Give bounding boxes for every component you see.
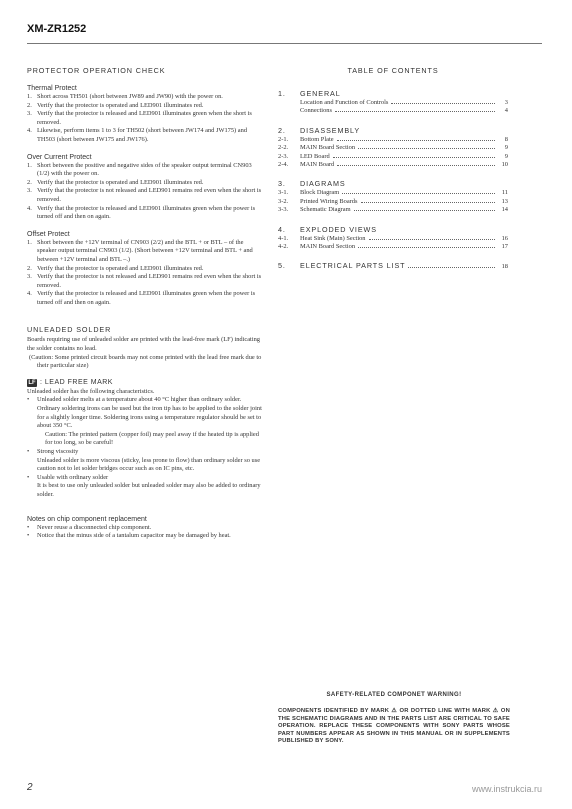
list-item <box>27 187 263 204</box>
list-item <box>27 474 263 500</box>
item-text: Short across TH501 (short between JW89 and JW90) with the power on. <box>37 93 223 100</box>
toc-section <box>278 126 508 170</box>
unleaded-chars-intro: Unleaded solder has the following characteristics. <box>27 387 155 395</box>
toc-leader-dots <box>354 210 495 211</box>
toc-entry <box>278 144 508 152</box>
left-column <box>27 66 263 541</box>
bullet-body: It is best to use only unleaded solder but unleaded solder may also be added to ordinary solder. <box>37 482 261 498</box>
toc-page-number: 13 <box>501 197 508 205</box>
thermal-list <box>27 93 263 145</box>
toc-entry-number: 2-3. <box>278 152 289 160</box>
bullet-note: Caution: The printed pattern (copper foil) may peel away if the heated tip is applied for too long, so be careful! <box>45 430 259 447</box>
unleaded-caution: (Caution: Some printed circuit boards may not come printed with the lead free mark due to their particular size) <box>29 353 262 370</box>
toc-entry-label: Block Diagram <box>300 189 340 197</box>
item-text: Verify that the protector is operated and LED901 illuminates red. <box>37 178 204 186</box>
lead-free-title: : LEAD FREE MARK <box>40 379 113 387</box>
item-number: 2. <box>27 264 32 272</box>
toc-entry-label: Bottom Plate <box>300 135 334 143</box>
item-text: Verify that the protector is operated and LED901 illuminates red. <box>37 264 204 272</box>
bullet-head: Usable with ordinary solder <box>37 473 109 481</box>
list-item <box>27 110 263 127</box>
list-item <box>27 524 263 533</box>
toc-section-title: ELECTRICAL PARTS LIST <box>300 261 406 271</box>
item-number: 1. <box>27 238 32 246</box>
toc-section-title: DISASSEMBLY <box>300 125 361 135</box>
item-number: 2. <box>27 101 32 109</box>
toc-section <box>278 89 508 116</box>
item-number: 2. <box>27 178 32 186</box>
safety-warning-title: SAFETY-RELATED COMPONET WARNING! <box>326 692 462 698</box>
toc-page-number: 11 <box>501 189 508 197</box>
toc-section-heading <box>278 126 508 135</box>
bullet-text: Notice that the minus side of a tantalum capacitor may be damaged by heat. <box>37 532 231 540</box>
item-number: 1. <box>27 93 32 100</box>
list-item <box>27 239 263 265</box>
lead-free-icon: LF <box>28 379 36 386</box>
toc-section-number: 4. <box>278 224 286 234</box>
toc-section-number: 2. <box>278 125 286 135</box>
toc-entry-label: MAIN Board Section <box>300 243 356 251</box>
unleaded-title: UNLEADED SOLDER <box>27 325 112 335</box>
toc-title: TABLE OF CONTENTS <box>347 66 439 75</box>
toc-leader-dots <box>391 103 495 104</box>
toc-page-number: 8 <box>504 135 508 143</box>
item-number: 3. <box>27 110 32 118</box>
toc-leader-dots <box>342 193 495 194</box>
offset-list <box>27 239 263 308</box>
bullet-body: Ordinary soldering irons can be used but the iron tip has to be applied to the solder joint for a slightly longer time. Soldering irons using a temperature regulator should be set to about 350 °C. <box>37 405 262 430</box>
header-rule <box>27 43 542 44</box>
bullet-body: Unleaded solder is more viscous (sticky, less prone to flow) than ordinary solder so use caution not to let solder bridges occur such as on IC pins, etc. <box>37 456 261 473</box>
item-text: Verify that the protector is not released and LED901 remains red even when the short is removed. <box>37 273 262 289</box>
bullet-head: Strong viscosity <box>37 448 79 455</box>
list-item <box>27 127 263 144</box>
toc-entry-label: Heat Sink (Main) Section <box>300 234 366 242</box>
bullet-icon: • <box>27 396 30 404</box>
toc-leader-dots <box>369 239 496 240</box>
item-number: 1. <box>27 161 32 169</box>
chip-bullets <box>27 524 263 541</box>
toc-page-number: 9 <box>504 152 508 160</box>
item-text: Verify that the protector is not released and LED901 remains red even when the short is removed. <box>37 187 262 203</box>
toc-leader-dots <box>358 247 495 248</box>
list-item <box>27 273 263 290</box>
unleaded-intro: Boards requiring use of unleaded solder are printed with the lead-free mark (LF) indicating the solder contains no lead. <box>27 336 260 353</box>
toc-entry-number: 2-2. <box>278 144 289 152</box>
protector-title: PROTECTOR OPERATION CHECK <box>27 66 166 75</box>
toc-entry-label: Location and Function of Controls <box>300 99 389 106</box>
toc-entry <box>278 198 508 206</box>
toc-entry <box>278 235 508 243</box>
overcurrent-title: Over Current Protect <box>27 153 92 161</box>
toc-leader-dots <box>333 157 495 158</box>
toc-entry-label: MAIN Board Section <box>300 144 356 152</box>
list-item <box>27 396 263 448</box>
item-number: 3. <box>27 187 32 195</box>
bullet-icon: • <box>27 448 30 455</box>
toc-entry-label: MAIN Board <box>300 161 335 169</box>
item-number: 4. <box>27 204 32 212</box>
model-title: XM-ZR1252 <box>27 23 87 35</box>
list-item <box>27 205 263 222</box>
list-item <box>27 448 263 474</box>
toc-entry <box>278 189 508 197</box>
toc-entry-number: 2-4. <box>278 161 289 169</box>
toc-section-heading <box>278 179 508 188</box>
toc-page-number: 9 <box>504 144 508 152</box>
item-text: Verify that the protector is operated and LED901 illuminates red. <box>37 101 204 109</box>
toc-entry-number: 3-3. <box>278 206 289 214</box>
item-text: Verify that the protector is released and LED901 illuminates green when the short is removed. <box>37 110 252 126</box>
toc-page-number: 17 <box>501 243 508 251</box>
toc-leader-dots <box>337 165 495 166</box>
list-item <box>27 532 263 541</box>
offset-title: Offset Protect <box>27 230 70 238</box>
bullet-icon: • <box>27 532 30 540</box>
toc-leader-dots <box>361 202 496 203</box>
toc-entry-number: 3-1. <box>278 189 289 197</box>
toc-entry <box>278 136 508 144</box>
toc-section <box>278 225 508 252</box>
toc-page-number: 14 <box>501 206 508 214</box>
toc-page-number: 18 <box>501 263 508 271</box>
toc-section-number: 1. <box>278 89 286 98</box>
toc-section-title: GENERAL <box>300 89 341 98</box>
list-item <box>27 290 263 307</box>
toc-section <box>278 179 508 214</box>
toc-page-number: 16 <box>501 234 508 242</box>
toc-entry <box>278 107 508 115</box>
item-number: 4. <box>27 127 32 135</box>
page-number: 2 <box>27 782 33 793</box>
thermal-title: Thermal Protect <box>27 85 77 92</box>
bullet-head: Unleaded solder melts at a temperature about 40 °C higher than ordinary solder. <box>37 396 242 404</box>
watermark: www.instrukcia.ru <box>471 784 542 794</box>
table-of-contents <box>278 66 508 280</box>
toc-entry-number: 3-2. <box>278 197 289 205</box>
toc-leader-dots <box>337 140 495 141</box>
bullet-icon: • <box>27 473 30 481</box>
toc-leader-dots <box>335 111 495 112</box>
toc-section-heading <box>278 261 508 270</box>
toc-section-heading <box>278 89 508 98</box>
toc-leader-dots <box>408 267 495 268</box>
toc-entry <box>278 206 508 214</box>
toc-page-number: 10 <box>501 161 508 169</box>
chip-title: Notes on chip component replacement <box>27 515 147 523</box>
toc-section <box>278 261 508 270</box>
toc-entry-number: 2-1. <box>278 135 289 143</box>
item-text: Verify that the protector is released and LED901 illuminates green when the power is turned off and then on again. <box>37 290 256 306</box>
list-item <box>27 179 263 188</box>
item-text: Verify that the protector is released and LED901 illuminates green when the power is turned off and then on again. <box>37 204 256 221</box>
toc-entry-label: Printed Wiring Boards <box>300 197 358 205</box>
safety-warning <box>278 692 510 746</box>
toc-page-number: 3 <box>504 99 508 106</box>
toc-section-heading <box>278 225 508 234</box>
toc-page-number: 4 <box>504 107 508 115</box>
toc-leader-dots <box>358 148 495 149</box>
toc-entry-number: 4-2. <box>278 243 289 251</box>
item-number: 3. <box>27 273 32 281</box>
toc-section-number: 3. <box>278 179 286 189</box>
bullet-text: Never reuse a disconnected chip component. <box>37 523 152 531</box>
toc-entry-label: Schematic Diagram <box>300 206 351 214</box>
item-text: Likewise, perform items 1 to 3 for TH502 (short between JW174 and JW175) and TH503 (short between JW175 and JW176). <box>37 127 248 143</box>
toc-entry-label: Connections <box>300 107 332 115</box>
list-item <box>27 265 263 274</box>
overcurrent-list <box>27 162 263 222</box>
toc-entry <box>278 99 508 107</box>
toc-section-title: EXPLODED VIEWS <box>300 224 377 234</box>
bullet-icon: • <box>27 523 30 531</box>
list-item <box>27 102 263 111</box>
toc-entry-label: LED Board <box>300 152 330 160</box>
toc-section-title: DIAGRAMS <box>300 179 346 189</box>
item-text: Short between the +12V terminal of CN903 (2/2) and the BTL + or BTL – of the speaker output terminal CN903 (1/2). (Short between +12V terminal and BTL + and between +12V terminal and BTL –.) <box>37 238 253 263</box>
toc-section-number: 5. <box>278 261 286 271</box>
lead-free-mark-row <box>27 379 263 387</box>
unleaded-bullets <box>27 396 263 499</box>
item-number: 4. <box>27 290 32 298</box>
toc-entry <box>278 153 508 161</box>
list-item <box>27 162 263 179</box>
toc-entry-number: 4-1. <box>278 234 289 242</box>
item-text: Short between the positive and negative sides of the speaker output terminal CN903 (1/2) with the power on. <box>37 161 252 178</box>
toc-entry <box>278 243 508 251</box>
toc-entry <box>278 161 508 169</box>
list-item <box>27 93 263 102</box>
safety-warning-body: COMPONENTS IDENTIFIED BY MARK ⚠ OR DOTTED LINE WITH MARK ⚠ ON THE SCHEMATIC DIAGRAMS AND IN THE PARTS LIST ARE CRITICAL TO SAFE OPERATION. REPLACE THESE COMPONENTS WITH SONY PARTS WHOSE PART NUMBERS APPEAR AS SHOWN IN THIS MANUAL OR IN SUPPLEMENTS PUBLISHED BY SONY. <box>278 708 510 745</box>
